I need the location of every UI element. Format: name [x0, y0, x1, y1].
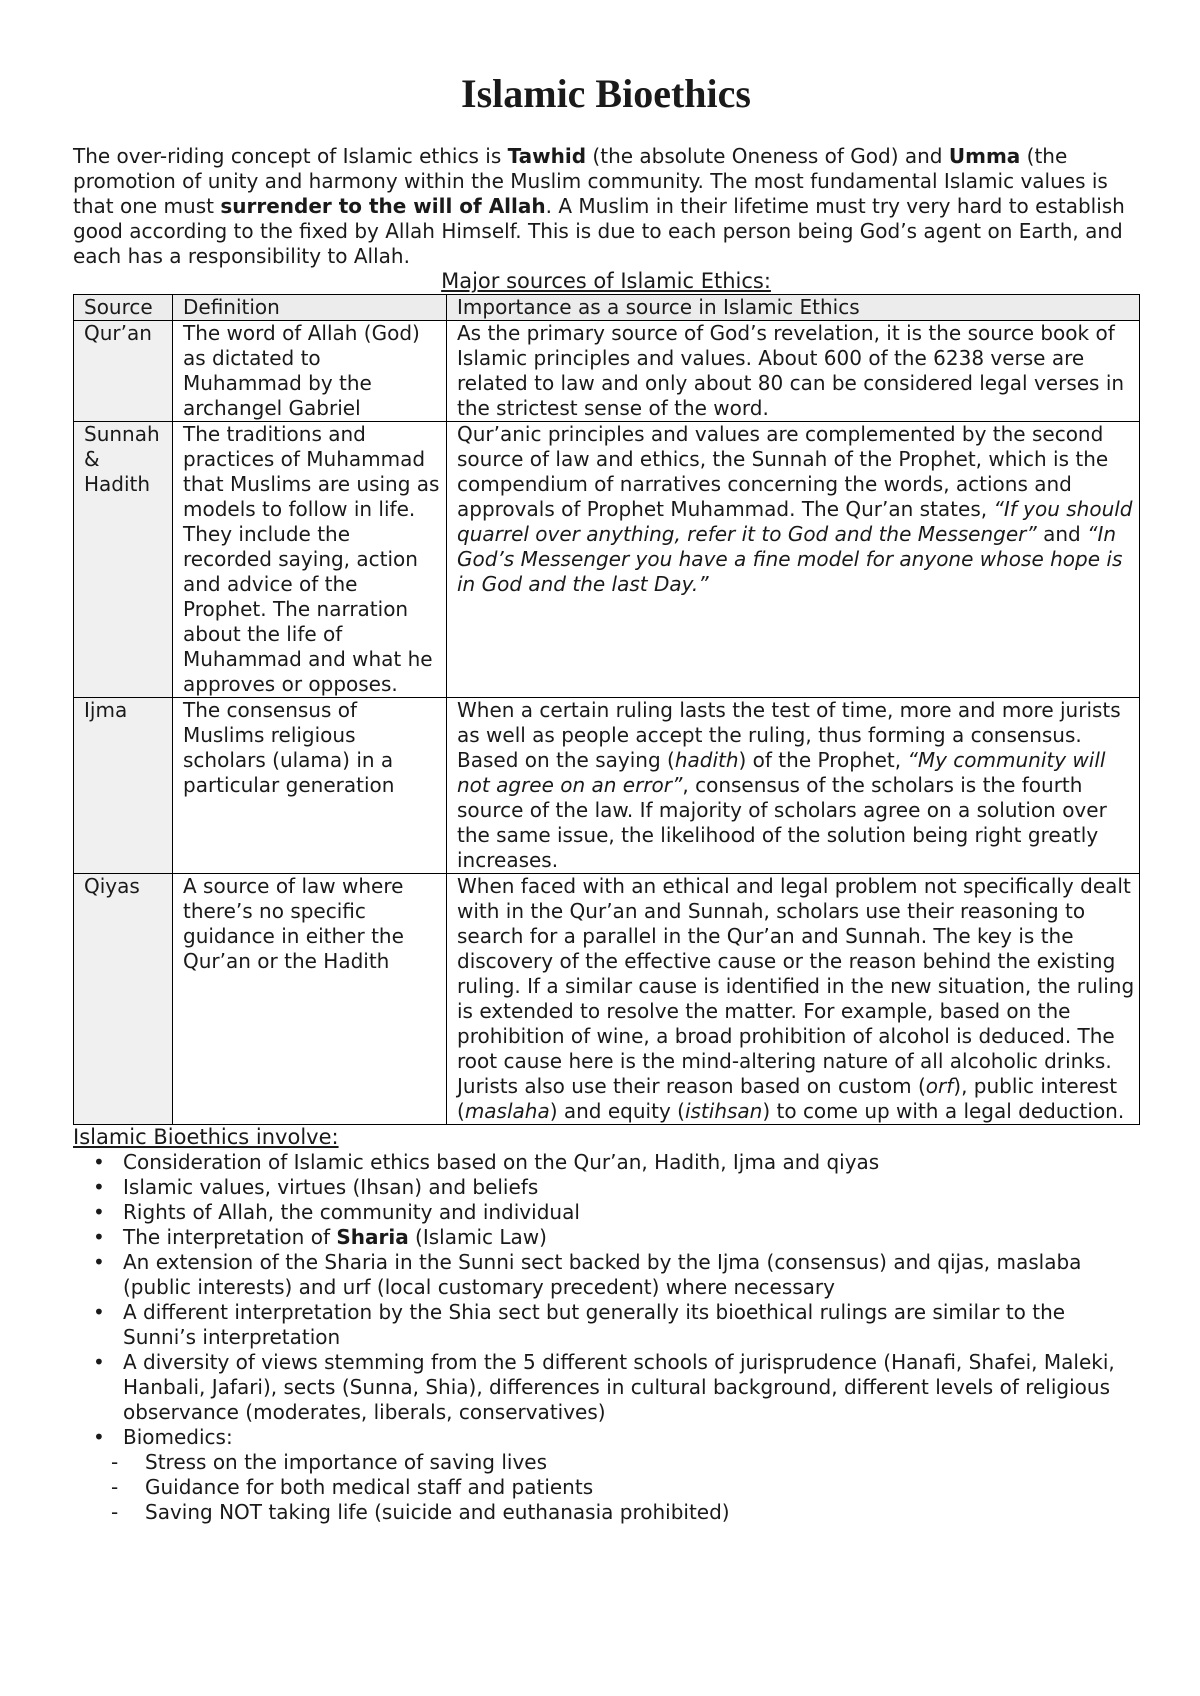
importance-text: , consensus of the scholars is the fourth source of the law. If majority of scholars agree on a solution over the same issue, the likelihood of the solution being right greatly increases. — [457, 773, 1107, 872]
importance-text: ), public interest ( — [457, 1074, 1118, 1123]
sub-list-item: - Stress on the importance of saving lives — [73, 1450, 1139, 1475]
importance-term: hadith — [674, 748, 739, 772]
page-title: Islamic Bioethics — [461, 71, 751, 116]
list-item-text: The interpretation of — [123, 1225, 337, 1249]
bioethics-heading: Islamic Bioethics involve: — [73, 1125, 339, 1149]
list-item: • Biomedics: — [73, 1425, 1139, 1450]
list-item: • An extension of the Sharia in the Sunni sect backed by the Ijma (consensus) and qijas, maslaba (public interests) and urf (local customary precedent) where necessary — [73, 1250, 1139, 1300]
header-source: Source — [74, 295, 173, 321]
row-importance — [447, 698, 1140, 874]
table-row — [74, 698, 1140, 874]
header-definition: Definition — [173, 295, 447, 321]
importance-quote: “In God’s Messenger you have a fine model for anyone whose hope is in God and the last Day.” — [457, 522, 1123, 596]
importance-text: When faced with an ethical and legal problem not specifically dealt with in the Qur’an and Sunnah, scholars use their reasoning to search for a parallel in the Qur’an and Sunnah. The key is the discovery of the effective cause or the reason behind the existing ruling. If a similar cause is identified in the new situation, the ruling is extended to resolve the matter. For example, based on the prohibition of wine, a broad prohibition of alcohol is deduced. The root cause here is the mind-altering nature of all alcoholic drinks. Jurists also use their reason based on custom ( — [457, 874, 1135, 1098]
intro-text-1: The over-riding concept of Islamic ethics is — [73, 144, 508, 168]
list-item: • Islamic values, virtues (Ihsan) and beliefs — [73, 1175, 1139, 1200]
list-item: • Rights of Allah, the community and individual — [73, 1200, 1139, 1225]
row-definition: The word of Allah (God) as dictated to Muhammad by the archangel Gabriel — [173, 321, 447, 422]
list-item: • Consideration of Islamic ethics based on the Qur’an, Hadith, Ijma and qiyas — [73, 1150, 1139, 1175]
importance-quote: “My community will not agree on an error” — [457, 748, 1106, 797]
list-item: • A diversity of views stemming from the 5 different schools of jurisprudence (Hanafi, Shafei, Maleki, Hanbali, Jafari), sects (Sunna, Shia), differences in cultural background, different levels of religious observance (moderates, liberals, conservatives) — [73, 1350, 1139, 1425]
row-importance — [447, 422, 1140, 698]
importance-text: ) to come up with a legal deduction. — [762, 1099, 1125, 1123]
list-item-term: Sharia — [336, 1225, 409, 1249]
table-header-row — [74, 295, 1140, 321]
row-importance — [447, 874, 1140, 1125]
importance-text: When a certain ruling lasts the test of time, more and more jurists as well as people accept the ruling, thus forming a consensus. Based on the saying ( — [457, 698, 1121, 772]
row-definition: The traditions and practices of Muhammad that Muslims are using as models to follow in life. They include the recorded saying, action and advice of the Prophet. The narration about the life of Muhammad and what he approves or opposes. — [173, 422, 447, 698]
row-source: Sunnah & Hadith — [74, 422, 173, 698]
sources-heading: Major sources of Islamic Ethics: — [441, 269, 771, 293]
row-source: Ijma — [74, 698, 173, 874]
row-source: Qiyas — [74, 874, 173, 1125]
importance-term: maslaha — [464, 1099, 550, 1123]
list-item-text: (Islamic Law) — [408, 1225, 547, 1249]
importance-text: and — [1036, 522, 1088, 546]
intro-paragraph — [73, 144, 1139, 269]
importance-quote: “If you should quarrel over anything, refer it to God and the Messenger” — [457, 497, 1133, 546]
row-definition: A source of law where there’s no specific guidance in either the Qur’an or the Hadith — [173, 874, 447, 1125]
bioethics-list — [73, 1150, 1139, 1450]
document-page — [73, 70, 1139, 1525]
intro-term-umma: Umma — [948, 144, 1021, 168]
importance-text: As the primary source of God’s revelation, it is the source book of Islamic principles and values. About 600 of the 6238 verse are related to law and only about 80 can be considered legal verses in the strictest sense of the word. — [457, 321, 1125, 420]
importance-text: ) and equity ( — [549, 1099, 685, 1123]
importance-term: istihsan — [684, 1099, 763, 1123]
sub-list-item: - Guidance for both medical staff and patients — [73, 1475, 1139, 1500]
intro-text-3: (the promotion of unity and harmony within the Muslim community. The most fundamental Islamic values is that one must — [73, 144, 1108, 218]
sub-list-item: - Saving NOT taking life (suicide and euthanasia prohibited) — [73, 1500, 1139, 1525]
header-importance: Importance as a source in Islamic Ethics — [447, 295, 1140, 321]
list-item: • A different interpretation by the Shia sect but generally its bioethical rulings are similar to the Sunni’s interpretation — [73, 1300, 1139, 1350]
biomedics-sublist — [73, 1450, 1139, 1525]
intro-text-2: (the absolute Oneness of God) and — [586, 144, 949, 168]
importance-term: orf — [925, 1074, 954, 1098]
intro-term-tawhid: Tawhid — [507, 144, 587, 168]
intro-text-4: . A Muslim in their lifetime must try very hard to establish good according to the fixed by Allah Himself. This is due to each person being God’s agent on Earth, and each has a responsibility to Allah. — [73, 194, 1125, 268]
intro-term-surrender: surrender to the will of Allah — [220, 194, 546, 218]
table-row — [74, 321, 1140, 422]
row-importance — [447, 321, 1140, 422]
row-definition: The consensus of Muslims religious scholars (ulama) in a particular generation — [173, 698, 447, 874]
table-row — [74, 874, 1140, 1125]
list-item — [73, 1225, 1139, 1250]
importance-text: Qur’anic principles and values are complemented by the second source of law and ethics, the Sunnah of the Prophet, which is the compendium of narratives concerning the words, actions and approvals of Prophet Muhammad. The Qur’an states, — [457, 422, 1109, 521]
sources-table — [73, 294, 1140, 1125]
importance-text: ) of the Prophet, — [738, 748, 908, 772]
row-source: Qur’an — [74, 321, 173, 422]
table-row — [74, 422, 1140, 698]
